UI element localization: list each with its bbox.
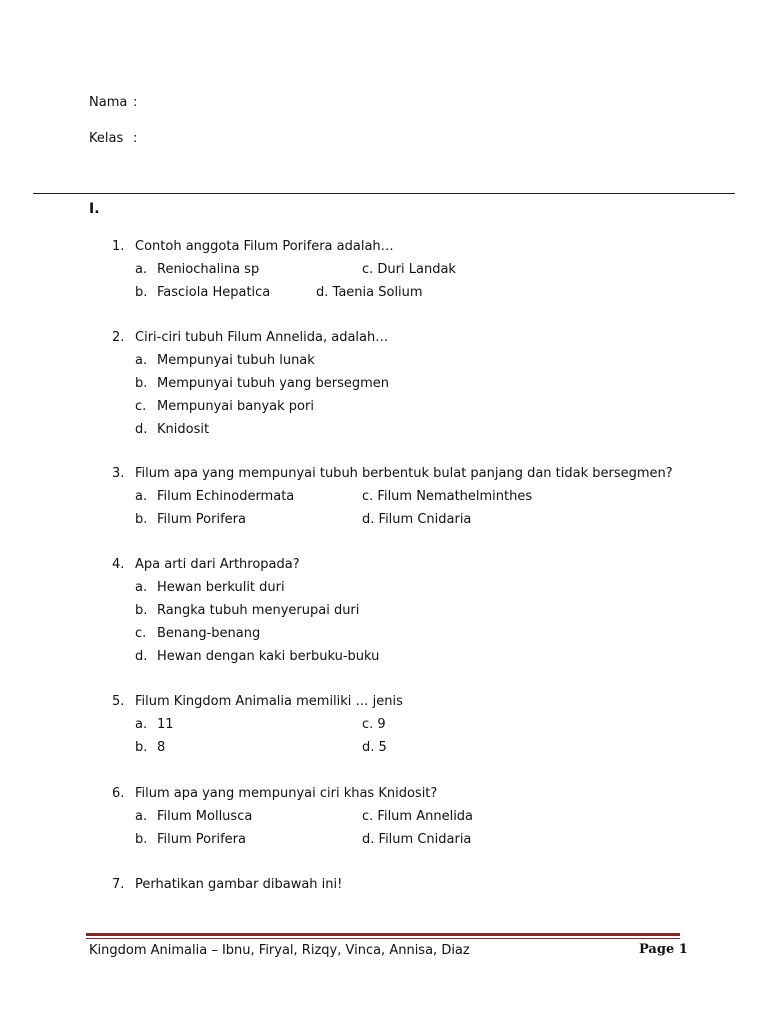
option-label: b. — [135, 512, 148, 527]
option-text: Filum Porifera — [157, 512, 246, 527]
option-label: d. — [362, 740, 375, 755]
option-label: d. — [362, 512, 375, 527]
option-row — [112, 395, 388, 418]
option-label: b. — [135, 285, 148, 300]
option-row — [112, 599, 360, 622]
option-text: 5 — [378, 740, 387, 755]
question-4 — [112, 553, 380, 668]
option-text: Mempunyai tubuh lunak — [157, 353, 315, 368]
option-row — [112, 258, 456, 281]
option-text-col2 — [362, 805, 473, 828]
option-label: a. — [135, 353, 148, 368]
option-text: Knidosit — [157, 422, 210, 437]
option-text-col2 — [362, 485, 532, 508]
footer-divider-thin — [86, 938, 680, 939]
option-text: Duri Landak — [377, 262, 456, 277]
question-text: Contoh anggota Filum Porifera adalah… — [135, 239, 394, 254]
question-2 — [112, 326, 388, 441]
question-number: 7. — [112, 877, 125, 892]
option-text-col2 — [362, 736, 387, 759]
question-text: Filum Kingdom Animalia memiliki … jenis — [135, 694, 403, 709]
option-text-col2 — [316, 281, 423, 304]
option-row — [112, 622, 300, 645]
option-label: c. — [135, 626, 147, 641]
question-text: Apa arti dari Arthropada? — [135, 557, 300, 572]
option-row — [112, 576, 300, 599]
question-7 — [112, 873, 342, 896]
option-text: Reniochalina sp — [157, 262, 260, 277]
option-label: b. — [135, 376, 148, 391]
option-text-col2 — [362, 828, 471, 851]
option-text-col2 — [362, 713, 386, 736]
footer-divider-thick — [86, 933, 680, 936]
question-text: Perhatikan gambar dibawah ini! — [135, 877, 343, 892]
question-number: 2. — [112, 330, 125, 345]
option-row — [112, 508, 673, 531]
option-text: Filum Annelida — [377, 809, 474, 824]
option-label: c. — [362, 809, 374, 824]
question-number: 1. — [112, 239, 125, 254]
page-number: Page 1 — [639, 942, 688, 957]
kelas-colon: : — [133, 131, 138, 146]
option-row — [112, 349, 388, 372]
nama-label: Nama — [89, 95, 128, 110]
option-label: c. — [362, 262, 374, 277]
question-number: 4. — [112, 557, 125, 572]
option-label: b. — [135, 603, 148, 618]
option-text: Hewan dengan kaki berbuku-buku — [157, 649, 380, 664]
option-row — [112, 281, 423, 304]
question-1 — [112, 235, 456, 304]
option-label: b. — [135, 832, 148, 847]
option-text: Mempunyai banyak pori — [157, 399, 314, 414]
header-divider — [33, 193, 735, 194]
nama-colon: : — [133, 95, 138, 110]
option-text: Filum Nemathelminthes — [377, 489, 533, 504]
option-row — [112, 805, 474, 828]
question-number: 6. — [112, 786, 125, 801]
question-5 — [112, 690, 403, 759]
option-label: c. — [362, 717, 374, 732]
option-text: Hewan berkulit duri — [157, 580, 285, 595]
kelas-field — [89, 131, 137, 146]
option-text: Rangka tubuh menyerupai duri — [157, 603, 360, 618]
option-row — [112, 485, 673, 508]
question-text: Ciri-ciri tubuh Filum Annelida, adalah… — [135, 330, 389, 345]
option-label: d. — [135, 422, 148, 437]
option-label: a. — [135, 580, 148, 595]
kelas-label: Kelas — [89, 131, 124, 146]
section-title: I. — [89, 201, 100, 217]
option-text: Filum Cnidaria — [378, 832, 472, 847]
option-text: 8 — [157, 740, 166, 755]
question-number: 5. — [112, 694, 125, 709]
option-label: a. — [135, 489, 148, 504]
nama-field — [89, 95, 137, 110]
option-row — [112, 713, 403, 736]
option-label: a. — [135, 717, 148, 732]
option-text: Taenia Solium — [332, 285, 423, 300]
question-text: Filum apa yang mempunyai tubuh berbentuk bulat panjang dan tidak bersegmen? — [135, 466, 673, 481]
option-text: Filum Porifera — [157, 832, 246, 847]
option-text: Mempunyai tubuh yang bersegmen — [157, 376, 390, 391]
option-label: b. — [135, 740, 148, 755]
option-text: Filum Echinodermata — [157, 489, 295, 504]
option-row — [112, 372, 388, 395]
option-label: c. — [135, 399, 147, 414]
option-text: Filum Mollusca — [157, 809, 253, 824]
option-label: d. — [316, 285, 329, 300]
question-number: 3. — [112, 466, 125, 481]
option-row — [112, 645, 380, 668]
option-row — [112, 736, 403, 759]
option-text: Fasciola Hepatica — [157, 285, 271, 300]
footer-title: Kingdom Animalia – Ibnu, Firyal, Rizqy, Vinca, Annisa, Diaz — [89, 943, 470, 958]
option-label: d. — [362, 832, 375, 847]
question-text: Filum apa yang mempunyai ciri khas Knidosit? — [135, 786, 438, 801]
option-row — [112, 828, 472, 851]
option-text-col2 — [362, 258, 456, 281]
option-text: 9 — [377, 717, 386, 732]
option-label: d. — [135, 649, 148, 664]
option-text: Benang-benang — [157, 626, 261, 641]
option-text: 11 — [157, 717, 174, 732]
option-label: c. — [362, 489, 374, 504]
question-6 — [112, 782, 474, 851]
option-label: a. — [135, 262, 148, 277]
option-label: a. — [135, 809, 148, 824]
option-row — [112, 418, 388, 441]
option-text: Filum Cnidaria — [378, 512, 472, 527]
option-text-col2 — [362, 508, 471, 531]
question-3 — [112, 462, 673, 531]
